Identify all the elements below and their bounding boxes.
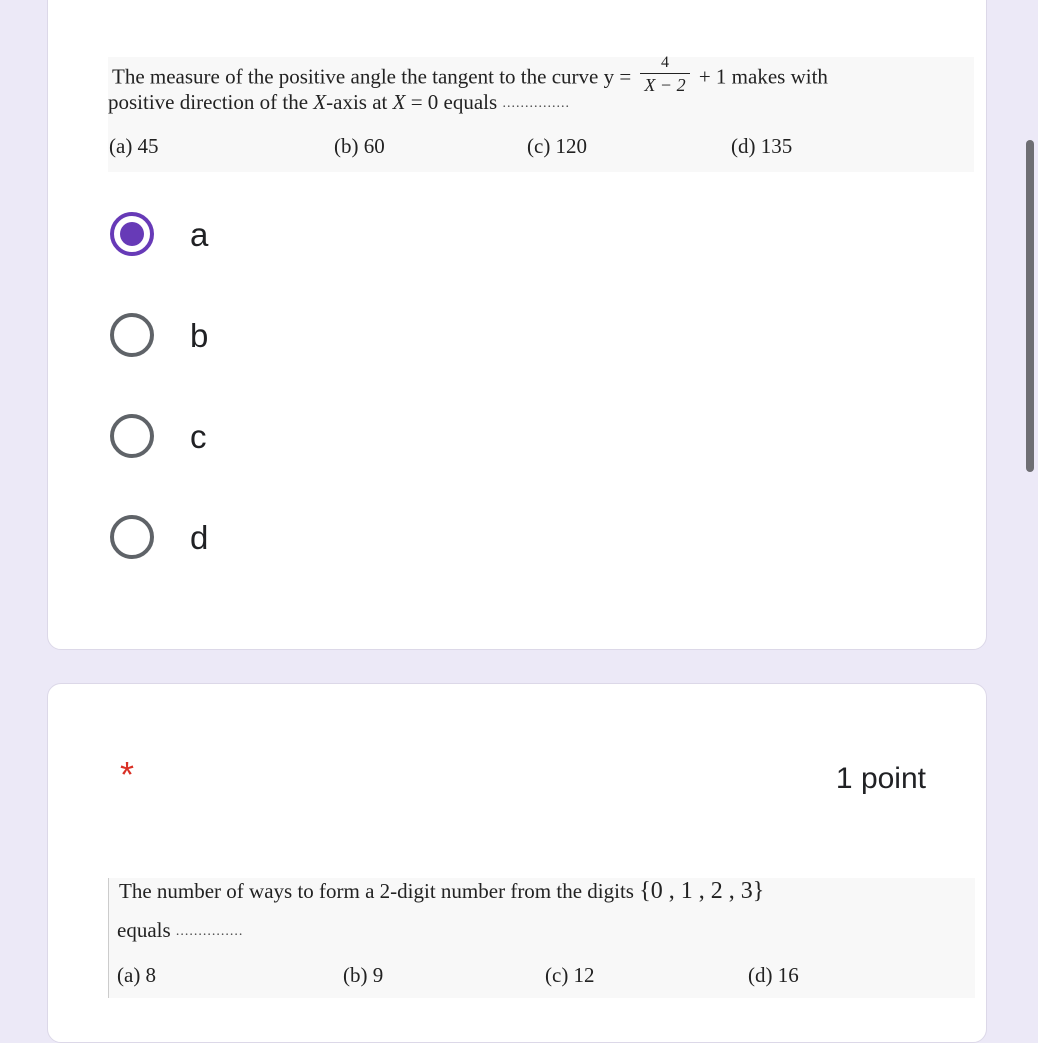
radio-unselected-icon[interactable] (110, 515, 154, 559)
question-2-option-d-text: (d) 16 (748, 963, 799, 987)
question-1-line-2: positive direction of the X-axis at X = 0 equals ............... (108, 90, 570, 114)
choice-c-label: c (190, 418, 207, 455)
choice-d[interactable] (108, 510, 508, 570)
choice-a[interactable] (108, 207, 508, 267)
choice-b-label: b (190, 317, 209, 354)
question-2-option-a-text: (a) 8 (117, 963, 157, 987)
question-image-2 (108, 878, 975, 998)
fraction: $\frac{4}{X - 2}$ (640, 53, 689, 96)
choice-c[interactable] (108, 409, 508, 469)
required-asterisk: * (120, 754, 135, 795)
points-label: 1 point (835, 762, 926, 795)
question-card-1 (47, 0, 987, 650)
question-1-option-a-text: (a) 45 (109, 134, 159, 158)
question-card-2 (47, 683, 987, 1043)
choice-a-label: a (190, 216, 209, 253)
question-1-option-b-text: (b) 60 (334, 134, 385, 158)
question-2-line-1: The number of ways to form a 2-digit number from the digits {0 , 1 , 2 , 3} (119, 878, 765, 904)
question-1-line-1: The measure of the positive angle the tangent to the curve y = $\frac{4}{X - 2}$ + 1 makes with (112, 54, 828, 95)
question-image-1 (108, 54, 974, 172)
choice-b[interactable] (108, 308, 508, 368)
question-2-option-b-text: (b) 9 (343, 963, 384, 987)
radio-unselected-icon[interactable] (110, 414, 154, 458)
radio-selected-icon[interactable] (110, 212, 154, 256)
question-1-option-c-text: (c) 120 (527, 134, 588, 158)
scrollbar[interactable] (1026, 140, 1034, 472)
question-2-option-c-text: (c) 12 (545, 963, 595, 987)
choice-d-label: d (190, 519, 209, 556)
radio-unselected-icon[interactable] (110, 313, 154, 357)
question-2-line-2: equals ............... (117, 918, 244, 942)
question-1-option-d-text: (d) 135 (731, 134, 793, 158)
